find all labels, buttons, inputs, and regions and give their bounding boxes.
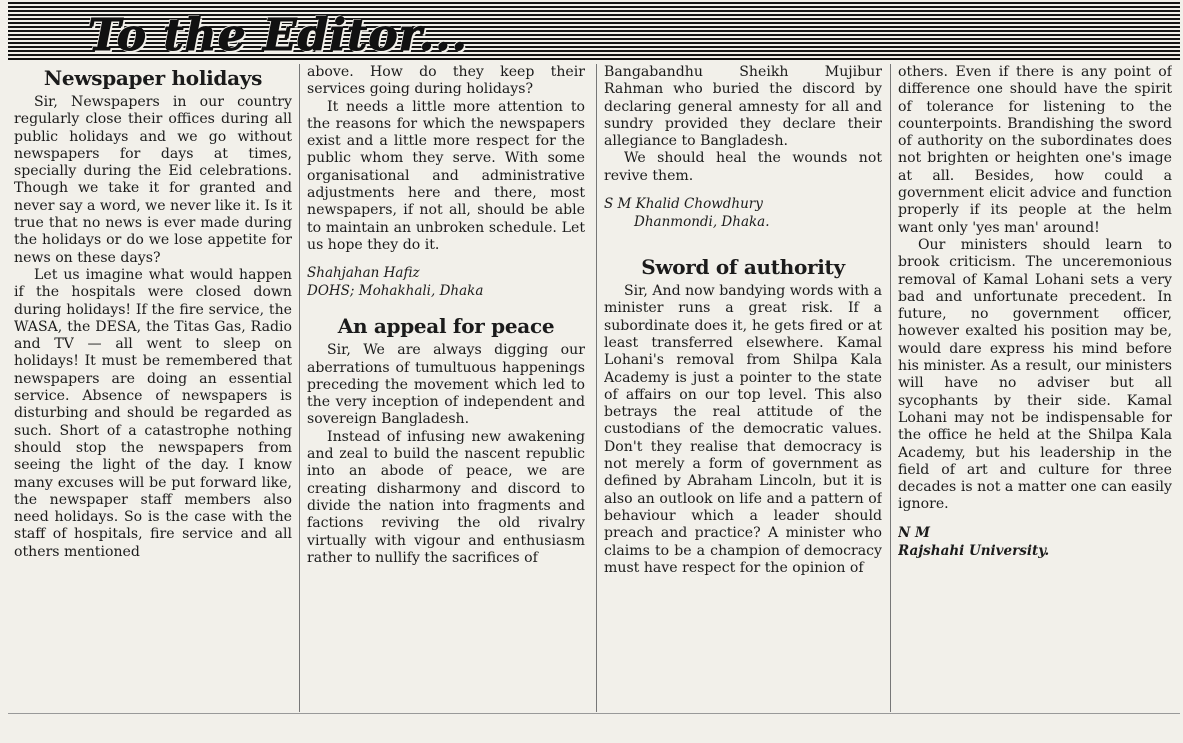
- letter-headline: Sword of authority: [641, 255, 845, 280]
- column-1: [14, 64, 292, 724]
- letter-paragraph: Instead of infusing new awakening and zeal to build the nascent republic into an abode of peace, we are creating disharmony and discord to divide the nation into fragments and factions reviving the old rivalry virtually with vigour and enthusiasm rather to nullify the sacrifices of: [307, 428, 585, 566]
- letter-signature: [898, 524, 1172, 560]
- letter-paragraph: Bangabandhu Sheikh Mujibur Rahman who buried the discord by declaring general amnesty for all and sundry provided they declare their allegiance to Bangladesh.: [604, 64, 882, 150]
- column-3: [604, 64, 882, 724]
- letter-signature: [604, 195, 882, 231]
- letter-paragraph: It needs a little more attention to the reasons for which the newspapers exist and a little more respect for the public whom they serve. With some organisational and administrative adjustments here and there, most newspapers, if not all, should be able to maintain an unbroken schedule. Let us hope they do it.: [307, 98, 585, 253]
- letter-paragraph: Sir, Newspapers in our country regularly close their offices during all public holidays and we go without newspapers for days at times, specially during the Eid celebrations. Though we take it for granted and never say a word, we never like it. Is it true that no news is ever made during the holidays or do we lose appetite for news on these days?: [14, 94, 292, 266]
- column-4: [898, 64, 1172, 724]
- letter-headline: Newspaper holidays: [43, 66, 263, 90]
- letter-paragraph: Let us imagine what would happen if the hospitals were closed down during holidays! If the fire service, the WASA, the DESA, the Titas Gas, Radio and TV — all went to sleep on holidays! It must be remembered that newspapers are doing an essential service. Absence of newspapers is disturbing and should be regarded as such. Short of a catastrophe nothing should stop the newspapers from seeing the light of the day. I know many excuses will be put forward like, the newspaper staff members also need holidays. So is the case with the staff of hospitals, fire service and all others mentioned: [14, 266, 292, 560]
- banner-title: To the Editor...: [88, 10, 468, 61]
- letter-paragraph: others. Even if there is any point of difference one should have the spirit of tolerance for listening to the counterpoints. Brandishing the sword of authority on the subordinates does not brighten or heighten one's image at all. Besides, how could a government elicit advice and function properly if its people at the helm want only 'yes man' around!: [898, 64, 1172, 236]
- editor-banner: [8, 2, 1180, 60]
- signature-name: S M Khalid Chowdhury: [604, 196, 763, 213]
- signature-name: N M: [898, 524, 930, 541]
- column-rule: [596, 64, 597, 712]
- signature-place: Dhanmondi, Dhaka.: [634, 214, 770, 231]
- column-2: [307, 64, 585, 724]
- letter-paragraph: We should heal the wounds not revive them.: [604, 150, 882, 184]
- letter-headline: An appeal for peace: [337, 314, 555, 339]
- column-rule: [299, 64, 300, 712]
- letter-paragraph: above. How do they keep their services going during holidays?: [307, 64, 585, 98]
- signature-place: Rajshahi University.: [898, 542, 1050, 559]
- column-rule: [890, 64, 891, 712]
- letter-paragraph: Our ministers should learn to brook criticism. The unceremonious removal of Kamal Lohani sets a very bad and unfortunate precedent. In future, no government officer, however exalted his position may be, would dare express his mind before his minister. As a result, our ministers will have no adviser but all sycophants by their side. Kamal Lohani may not be indispensable for the office he held at the Shilpa Kala Academy, but his leadership in the field of art and culture for three decades is not a matter one can easily ignore.: [898, 236, 1172, 513]
- signature-name: Shahjahan Hafiz: [307, 265, 420, 282]
- letter-paragraph: Sir, And now bandying words with a minister runs a great risk. If a subordinate does it, he gets fired or at least transferred elsewhere. Kamal Lohani's removal from Shilpa Kala Academy is just a pointer to the state of affairs on our top level. This also betrays the real attitude of the custodians of the democratic values. Don't they realise that democracy is not merely a form of government as defined by Abraham Lincoln, but it is also an outlook on life and a pattern of behaviour which a leader should preach and practice? A minister who claims to be a champion of democracy must have respect for the opinion of: [604, 283, 882, 576]
- letter-paragraph: Sir, We are always digging our aberrations of tumultuous happenings preceding the movement which led to the very inception of independent and sovereign Bangladesh.: [307, 342, 585, 428]
- signature-place: DOHS; Mohakhali, Dhaka: [307, 283, 484, 300]
- letter-signature: [307, 264, 585, 300]
